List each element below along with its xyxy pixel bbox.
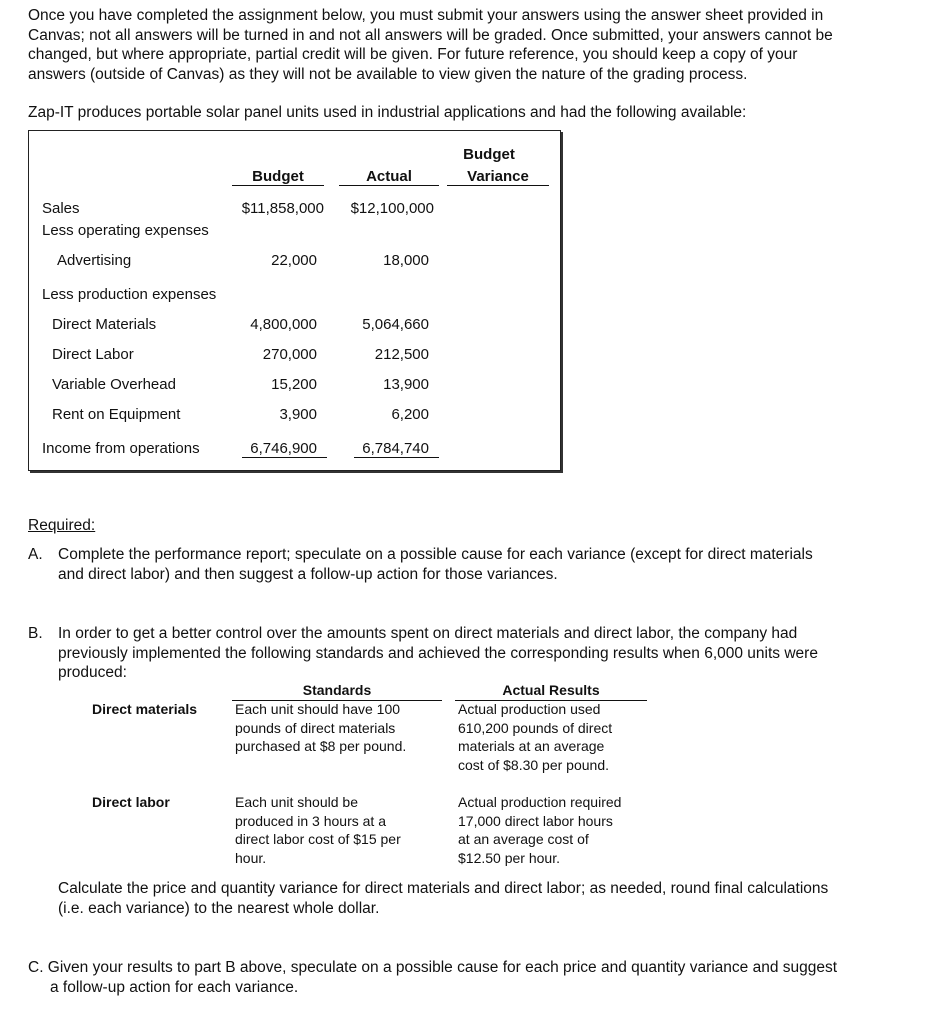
lead-sentence: Zap-IT produces portable solar panel units used in industrial applications and had the following available: xyxy=(28,104,747,121)
dl-result-line: at an average cost of xyxy=(458,831,589,847)
part-b-letter: B. xyxy=(28,625,43,642)
actual-rent: 6,200 xyxy=(391,406,429,423)
dl-result xyxy=(458,793,658,867)
calc-line: Calculate the price and quantity variance for direct materials and direct labor; as needed, round final calculations xyxy=(58,880,829,897)
row-label-sales: Sales xyxy=(42,200,80,217)
results-header: Actual Results xyxy=(455,681,647,701)
part-b-calc xyxy=(58,879,933,918)
part-a-letter: A. xyxy=(28,546,43,563)
dm-label: Direct materials xyxy=(92,701,198,717)
budget-sales: $11,858,000 xyxy=(241,200,324,217)
row-label-operating: Less operating expenses xyxy=(42,222,209,239)
intro-line: changed, but where appropriate, partial credit will be given. For future reference, you should keep a copy of your xyxy=(28,46,798,63)
part-c-text xyxy=(28,958,933,997)
part-b-line: produced: xyxy=(58,664,127,681)
actual-voh: 13,900 xyxy=(383,376,429,393)
part-b-line: In order to get a better control over the amounts spent on direct materials and direct labor, the company had xyxy=(58,625,798,642)
row-label-voh: Variable Overhead xyxy=(52,376,176,393)
row-label-dm: Direct Materials xyxy=(52,316,157,333)
dm-result-line: Actual production used xyxy=(458,701,601,717)
row-label-income: Income from operations xyxy=(42,440,200,457)
budget-dl: 270,000 xyxy=(262,346,317,363)
budget-rent: 3,900 xyxy=(279,406,317,423)
row-label-production: Less production expenses xyxy=(42,286,217,303)
dm-standard-line: Each unit should have 100 xyxy=(235,701,401,717)
row-label-advertising: Advertising xyxy=(57,252,132,269)
part-a-line: and direct labor) and then suggest a follow-up action for those variances. xyxy=(58,565,558,583)
part-c-line: a follow-up action for each variance. xyxy=(50,978,299,996)
header-budget: Budget xyxy=(232,168,324,186)
budget-income: 6,746,900 xyxy=(250,440,317,457)
intro-line: Once you have completed the assignment below, you must submit your answers using the answer sheet provided in xyxy=(28,7,824,24)
actual-sales: $12,100,000 xyxy=(350,200,434,217)
header-variance-1: Budget xyxy=(463,146,515,163)
dl-standard-line: produced in 3 hours at a xyxy=(235,812,386,829)
dl-standard-line: direct labor cost of $15 per xyxy=(235,831,401,847)
header-actual: Actual xyxy=(339,168,439,186)
dl-standard-line: Each unit should be xyxy=(235,794,358,810)
dl-standard-line: hour. xyxy=(235,849,267,866)
dm-result xyxy=(458,700,658,774)
dl-standard xyxy=(235,793,445,867)
actual-dm: 5,064,660 xyxy=(362,316,429,333)
required-heading: Required: xyxy=(28,517,96,534)
dm-result-line: materials at an average xyxy=(458,738,605,754)
intro-line: answers (outside of Canvas) as they will not be available to view given the nature of the grading process. xyxy=(28,65,748,83)
dl-result-line: $12.50 per hour. xyxy=(458,849,560,866)
header-variance-2: Variance xyxy=(447,168,549,186)
dl-result-line: Actual production required xyxy=(458,794,622,810)
row-label-dl: Direct Labor xyxy=(52,346,134,363)
dm-standard-line: pounds of direct materials xyxy=(235,719,396,736)
dm-result-line: cost of $8.30 per pound. xyxy=(458,756,609,773)
intro-line: Canvas; not all answers will be turned in and not all answers will be graded. Once submitted, your answers cannot be xyxy=(28,26,833,44)
performance-report-table xyxy=(28,130,561,471)
part-a-line: Complete the performance report; speculate on a possible cause for each variance (except for direct materials xyxy=(58,546,813,563)
calc-line: (i.e. each variance) to the nearest whole dollar. xyxy=(58,899,380,917)
actual-income: 6,784,740 xyxy=(362,440,429,457)
budget-voh: 15,200 xyxy=(271,376,317,393)
dl-label: Direct labor xyxy=(92,794,170,810)
standards-header: Standards xyxy=(232,681,442,701)
dm-standard-line: purchased at $8 per pound. xyxy=(235,738,407,754)
actual-advertising: 18,000 xyxy=(383,252,429,269)
part-b-line: previously implemented the following standards and achieved the corresponding results when 6,000 units were xyxy=(58,644,818,662)
part-a-text xyxy=(58,545,928,584)
dm-result-line: 610,200 pounds of direct xyxy=(458,719,613,736)
dl-result-line: 17,000 direct labor hours xyxy=(458,812,613,829)
actual-dl: 212,500 xyxy=(374,346,429,363)
income-underline-budget xyxy=(242,457,327,458)
intro-paragraph xyxy=(28,6,928,84)
budget-dm: 4,800,000 xyxy=(250,316,317,333)
part-b-text xyxy=(58,624,928,683)
row-label-rent: Rent on Equipment xyxy=(52,406,181,423)
income-underline-actual xyxy=(354,457,439,458)
dm-standard xyxy=(235,700,445,756)
budget-advertising: 22,000 xyxy=(271,252,317,269)
part-c-line: C. Given your results to part B above, speculate on a possible cause for each price and quantity variance and suggest xyxy=(28,959,838,976)
